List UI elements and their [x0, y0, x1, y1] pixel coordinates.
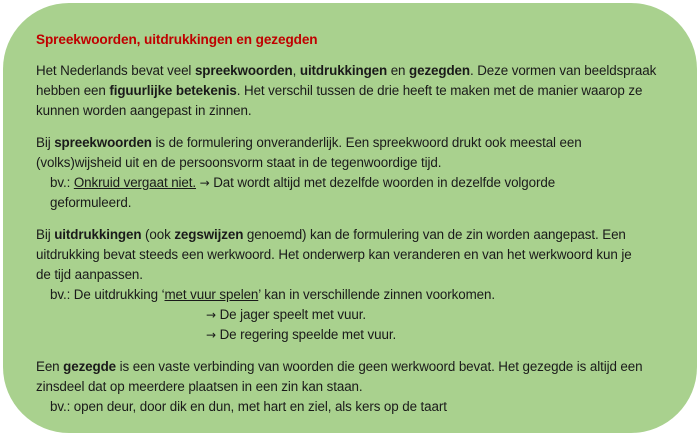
uitdrukkingen-line-2: uitdrukking bevat steeds een werkwoord. Het onderwerp kan veranderen en van het werkwoord kun je: [36, 247, 632, 262]
uitdrukkingen-line-1: [36, 225, 677, 245]
term-gezegde: gezegde: [63, 359, 117, 374]
spreekwoorden-example: [36, 173, 677, 193]
term-zegswijzen: zegswijzen: [174, 227, 244, 242]
term-spreekwoorden: spreekwoorden: [54, 135, 152, 150]
text: Bij: [36, 227, 55, 242]
uitdrukkingen-example-2: [36, 325, 677, 345]
example-prefix: bv.: De uitdrukking ‘: [50, 287, 165, 302]
intro-line-1: [36, 61, 677, 81]
uitdrukkingen-line-3: de tijd aanpassen.: [36, 267, 143, 282]
text: Het Nederlands bevat veel: [36, 63, 195, 78]
text: . Het verschil tussen de drie heeft te maken met de manier waarop ze: [236, 83, 643, 98]
text: en: [387, 63, 410, 78]
text: Dat wordt altijd met dezelfde woorden in dezelfde volgorde: [209, 175, 556, 190]
uitdrukkingen-example: [36, 285, 677, 305]
text: . Deze vormen van beeldspraak: [470, 63, 657, 78]
term-uitdrukkingen: uitdrukkingen: [299, 63, 388, 78]
spreekwoorden-paragraph: [36, 133, 677, 213]
example-prefix: bv.:: [50, 175, 74, 190]
gezegden-example: bv.: open deur, door dik en dun, met hart en ziel, als kers op de taart: [50, 399, 447, 414]
spreekwoorden-example-cont: geformuleerd.: [50, 195, 132, 210]
intro-paragraph: [36, 61, 677, 121]
info-card: [3, 3, 697, 433]
arrow-right-icon: →: [199, 176, 210, 190]
gezegden-paragraph: [36, 357, 677, 417]
spreekwoorden-line-2: (volks)wijsheid uit en de persoonsvorm staat in de tegenwoordige tijd.: [36, 155, 442, 170]
term-gezegden: gezegden: [409, 63, 470, 78]
arrow-right-icon: →: [206, 328, 216, 342]
term-uitdrukkingen: uitdrukkingen: [54, 227, 142, 242]
text: Een: [36, 359, 64, 374]
text: Bij: [36, 135, 55, 150]
text: (ook: [141, 227, 175, 242]
term-figuurlijke-betekenis: figuurlijke betekenis: [109, 83, 237, 98]
gezegden-line-1: [36, 357, 677, 377]
text: ,: [292, 63, 300, 78]
text: hebben een: [36, 83, 110, 98]
intro-line-2: [36, 81, 677, 101]
card-title: Spreekwoorden, uitdrukkingen en gezegden: [36, 32, 318, 47]
text: genoemd) kan de formulering van de zin worden aangepast. Een: [243, 227, 626, 242]
uitdrukkingen-paragraph: [36, 225, 677, 345]
example-sentence: De regering speelde met vuur.: [215, 327, 397, 342]
example-underlined: Onkruid vergaat niet.: [73, 175, 197, 190]
term-spreekwoorden: spreekwoorden: [194, 63, 293, 78]
text: ’ kan in verschillende zinnen voorkomen.: [258, 287, 495, 302]
gezegden-line-2: zinsdeel dat op meerdere plaatsen in een zin kan staan.: [36, 379, 363, 394]
text: is de formulering onveranderlijk. Een spreekwoord drukt ook meestal een: [151, 135, 582, 150]
example-underlined: met vuur spelen: [164, 287, 259, 302]
arrow-right-icon: →: [206, 308, 216, 322]
uitdrukkingen-example-1: [36, 305, 677, 325]
intro-line-3: kunnen worden aangepast in zinnen.: [36, 103, 252, 118]
text: is een vaste verbinding van woorden die geen werkwoord bevat. Het gezegde is altijd een: [116, 359, 643, 374]
spreekwoorden-line-1: [36, 133, 677, 153]
example-sentence: De jager speelt met vuur.: [215, 307, 366, 322]
